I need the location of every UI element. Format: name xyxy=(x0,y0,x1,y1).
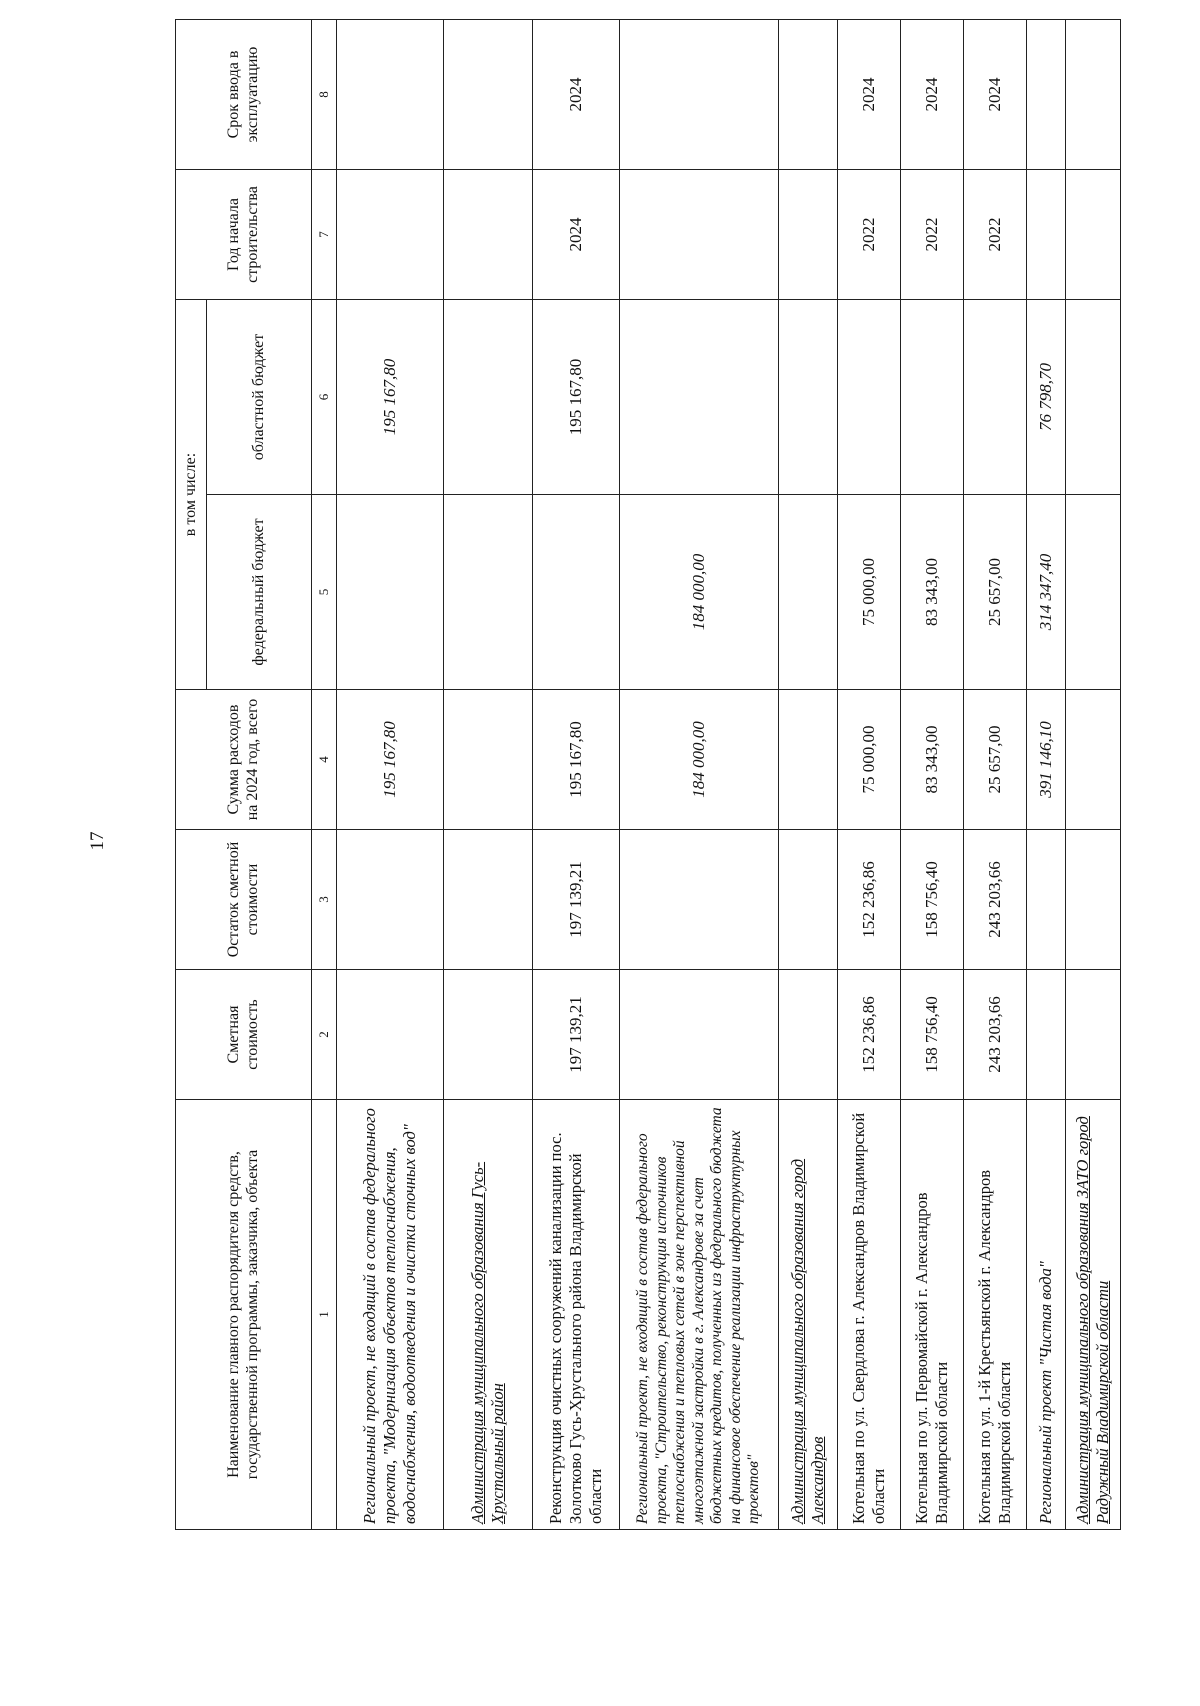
page-number: 17 xyxy=(87,831,108,851)
row-start-year xyxy=(337,170,444,300)
row-estimate xyxy=(337,970,444,1100)
row-start-year: 2024 xyxy=(533,170,620,300)
row-remaining: 152 236,86 xyxy=(838,830,901,970)
table-row xyxy=(620,20,779,1530)
row-federal: 314 347,40 xyxy=(1027,495,1066,690)
row-commission xyxy=(337,20,444,170)
row-regional xyxy=(444,300,533,495)
column-number: 7 xyxy=(312,170,337,300)
row-regional xyxy=(901,300,964,495)
row-federal: 75 000,00 xyxy=(838,495,901,690)
row-commission xyxy=(620,20,779,170)
budget-sheet xyxy=(175,20,1200,1530)
row-federal xyxy=(337,495,444,690)
row-commission xyxy=(444,20,533,170)
row-total xyxy=(1066,690,1121,830)
row-total: 391 146,10 xyxy=(1027,690,1066,830)
header-including: в том числе: xyxy=(176,300,207,690)
row-start-year: 2022 xyxy=(838,170,901,300)
row-remaining xyxy=(779,830,838,970)
row-start-year: 2022 xyxy=(901,170,964,300)
column-number: 2 xyxy=(312,970,337,1100)
row-estimate xyxy=(620,970,779,1100)
table-row xyxy=(838,20,901,1530)
row-regional: 76 798,70 xyxy=(1027,300,1066,495)
row-total: 184 000,00 xyxy=(620,690,779,830)
row-regional xyxy=(620,300,779,495)
row-name: Реконструкция очистных сооружений канализации пос. Золотково Гусь-Хрустального района Владимирской области xyxy=(533,1100,620,1530)
row-start-year: 2022 xyxy=(964,170,1027,300)
row-name: Администрация муниципального образования город Александров xyxy=(779,1100,838,1530)
row-estimate xyxy=(1027,970,1066,1100)
row-federal: 25 657,00 xyxy=(964,495,1027,690)
row-total: 195 167,80 xyxy=(533,690,620,830)
row-remaining xyxy=(620,830,779,970)
header-regional: областной бюджет xyxy=(207,300,312,495)
column-number: 8 xyxy=(312,20,337,170)
budget-table xyxy=(175,19,1121,1530)
table-row xyxy=(533,20,620,1530)
row-remaining xyxy=(1027,830,1066,970)
row-estimate: 152 236,86 xyxy=(838,970,901,1100)
row-remaining xyxy=(444,830,533,970)
row-start-year xyxy=(1066,170,1121,300)
row-estimate: 197 139,21 xyxy=(533,970,620,1100)
row-name: Котельная по ул. Свердлова г. Александров Владимирской области xyxy=(838,1100,901,1530)
row-regional: 195 167,80 xyxy=(533,300,620,495)
header-federal: федеральный бюджет xyxy=(207,495,312,690)
header-row xyxy=(176,20,207,1530)
table-row xyxy=(337,20,444,1530)
row-name: Администрация муниципального образования Гусь-Хрустальный район xyxy=(444,1100,533,1530)
row-commission: 2024 xyxy=(964,20,1027,170)
column-number-row xyxy=(312,20,337,1530)
row-estimate: 158 756,40 xyxy=(901,970,964,1100)
table-row xyxy=(901,20,964,1530)
row-regional xyxy=(964,300,1027,495)
row-total: 83 343,00 xyxy=(901,690,964,830)
row-total: 195 167,80 xyxy=(337,690,444,830)
row-name: Региональный проект "Чистая вода" xyxy=(1027,1100,1066,1530)
table-row xyxy=(1066,20,1121,1530)
row-regional xyxy=(1066,300,1121,495)
row-remaining: 158 756,40 xyxy=(901,830,964,970)
row-commission xyxy=(1027,20,1066,170)
row-federal: 83 343,00 xyxy=(901,495,964,690)
row-total xyxy=(779,690,838,830)
row-total: 25 657,00 xyxy=(964,690,1027,830)
row-start-year xyxy=(1027,170,1066,300)
row-start-year xyxy=(779,170,838,300)
row-remaining xyxy=(337,830,444,970)
row-estimate xyxy=(1066,970,1121,1100)
row-federal xyxy=(533,495,620,690)
column-number: 4 xyxy=(312,690,337,830)
row-estimate xyxy=(779,970,838,1100)
table-row xyxy=(1027,20,1066,1530)
header-start-year: Год начала строительства xyxy=(176,170,312,300)
row-total xyxy=(444,690,533,830)
row-name: Региональный проект, не входящий в состав федерального проекта, "Модернизация объектов теплоснабжения, водоснабжения, водоотведения и очистки сточных вод" xyxy=(337,1100,444,1530)
row-total: 75 000,00 xyxy=(838,690,901,830)
row-name: Котельная по ул. Первомайской г. Александров Владимирской области xyxy=(901,1100,964,1530)
row-federal: 184 000,00 xyxy=(620,495,779,690)
row-name: Региональный проект, не входящий в состав федерального проекта, "Строительство, реконструкция источников теплоснабжения и тепловых сетей в зоне перспективной многоэтажной застройки в г. Александрове за счет бюджетных кредитов, полученных из федерального бюджета на финансовое обеспечение реализации инфраструктурных проектов" xyxy=(620,1100,779,1530)
row-remaining: 243 203,66 xyxy=(964,830,1027,970)
row-estimate: 243 203,66 xyxy=(964,970,1027,1100)
header-commission: Срок ввода в эксплуатацию xyxy=(176,20,312,170)
row-regional xyxy=(779,300,838,495)
table-row xyxy=(444,20,533,1530)
column-number: 1 xyxy=(312,1100,337,1530)
header-name: Наименование главного распорядителя средств, государственной программы, заказчика, объекта xyxy=(176,1100,312,1530)
row-commission: 2024 xyxy=(533,20,620,170)
row-remaining: 197 139,21 xyxy=(533,830,620,970)
header-remaining: Остаток сметной стоимости xyxy=(176,830,312,970)
header-total: Сумма расходов на 2024 год, всего xyxy=(176,690,312,830)
row-regional: 195 167,80 xyxy=(337,300,444,495)
row-regional xyxy=(838,300,901,495)
row-federal xyxy=(1066,495,1121,690)
row-start-year xyxy=(444,170,533,300)
row-commission xyxy=(779,20,838,170)
column-number: 6 xyxy=(312,300,337,495)
row-federal xyxy=(779,495,838,690)
row-name: Администрация муниципального образования ЗАТО город Радужный Владимирской области xyxy=(1066,1100,1121,1530)
row-estimate xyxy=(444,970,533,1100)
column-number: 3 xyxy=(312,830,337,970)
table-row xyxy=(964,20,1027,1530)
row-federal xyxy=(444,495,533,690)
row-name: Котельная по ул. 1-й Крестьянской г. Александров Владимирской области xyxy=(964,1100,1027,1530)
row-commission: 2024 xyxy=(838,20,901,170)
table-row xyxy=(779,20,838,1530)
row-start-year xyxy=(620,170,779,300)
row-commission: 2024 xyxy=(901,20,964,170)
column-number: 5 xyxy=(312,495,337,690)
header-estimate: Сметная стоимость xyxy=(176,970,312,1100)
row-commission xyxy=(1066,20,1121,170)
row-remaining xyxy=(1066,830,1121,970)
